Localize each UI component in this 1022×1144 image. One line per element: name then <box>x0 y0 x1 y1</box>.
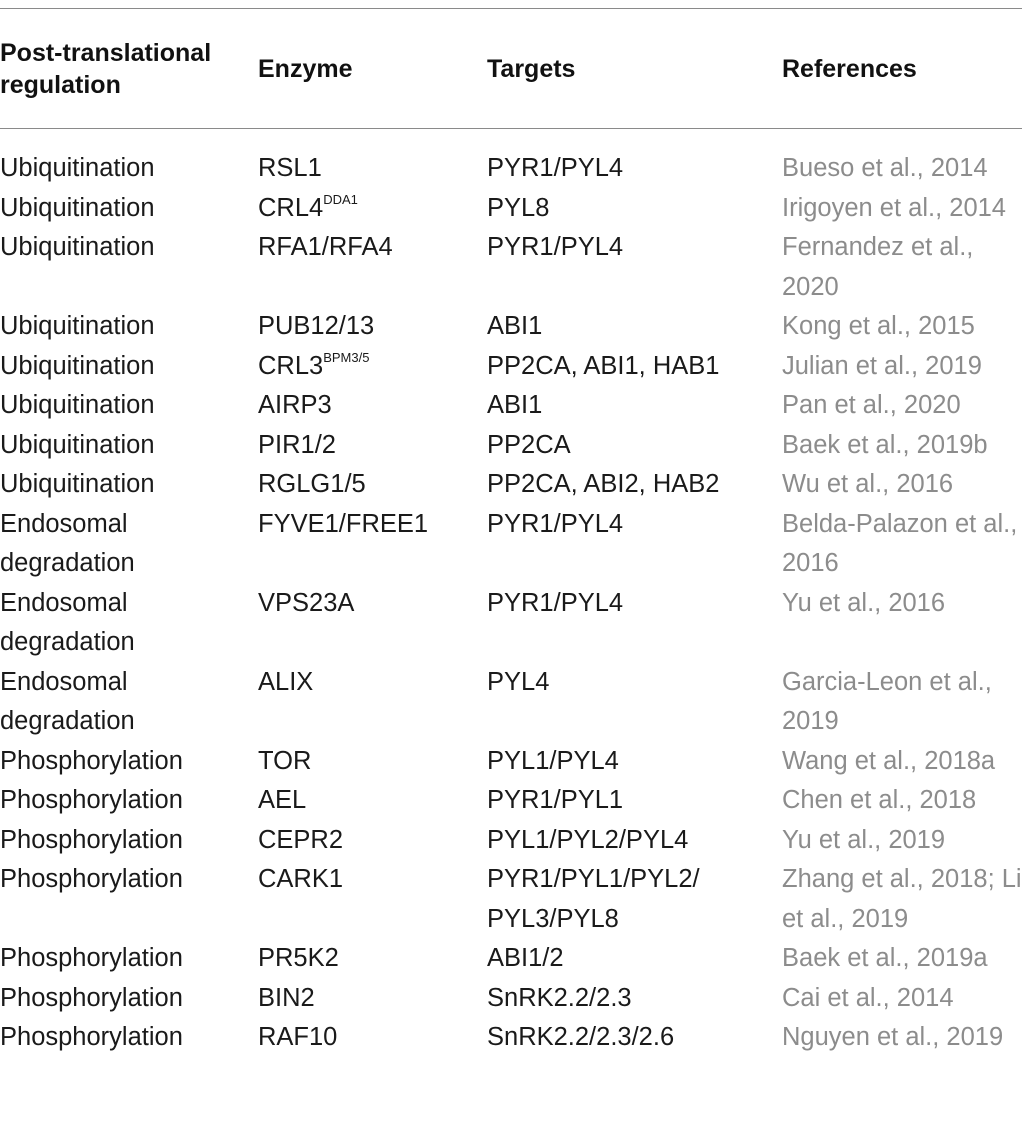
cell-regulation: Ubiquitination <box>0 312 155 340</box>
table-row <box>0 386 1022 426</box>
enzyme-name: ALIX <box>258 667 314 696</box>
cell-reference: Cai et al., 2014 <box>782 983 954 1012</box>
cell-reference: Julian et al., 2019 <box>782 351 982 380</box>
table-row <box>0 347 1022 387</box>
enzyme-name: RGLG1/5 <box>258 470 366 498</box>
cell-reference: Bueso et al., 2014 <box>782 154 988 182</box>
cell-reference: Yu et al., 2016 <box>782 588 946 617</box>
cell-reference: Wu et al., 2016 <box>782 470 954 498</box>
cell-regulation: Phosphorylation <box>0 825 183 854</box>
cell-regulation: Phosphorylation <box>0 746 183 775</box>
cell-targets: PYR1/PYL4 <box>487 233 624 261</box>
cell-targets: PYL8 <box>487 193 550 222</box>
table-row <box>0 307 1022 347</box>
enzyme-name: CEPR2 <box>258 825 344 854</box>
cell-targets: PYR1/PYL1 <box>487 786 624 814</box>
cell-regulation: Phosphorylation <box>0 865 183 893</box>
enzyme-name: VPS23A <box>258 588 355 617</box>
cell-regulation: Ubiquitination <box>0 351 155 380</box>
cell-enzyme <box>258 465 487 505</box>
table-row <box>0 584 1022 663</box>
enzyme-name: PIR1/2 <box>258 430 336 459</box>
enzyme-name: PUB12/13 <box>258 312 375 340</box>
cell-reference: Zhang et al., 2018; Li et al., 2019 <box>782 865 1022 933</box>
cell-regulation: Phosphorylation <box>0 944 183 972</box>
regulation-table <box>0 10 1022 1058</box>
cell-targets: PYR1/PYL1/PYL2/ PYL3/PYL8 <box>487 865 700 933</box>
cell-regulation: Endosomal degradation <box>0 509 135 577</box>
cell-enzyme <box>258 426 487 466</box>
enzyme-name: PR5K2 <box>258 944 339 972</box>
cell-enzyme <box>258 663 487 742</box>
cell-targets: PYL4 <box>487 667 550 696</box>
table-row <box>0 939 1022 979</box>
cell-regulation: Ubiquitination <box>0 154 155 182</box>
table-body <box>0 128 1022 1058</box>
cell-targets: PYR1/PYL4 <box>487 588 624 617</box>
cell-regulation: Phosphorylation <box>0 983 183 1012</box>
enzyme-name: AIRP3 <box>258 391 332 419</box>
cell-reference: Belda-Palazon et al., 2016 <box>782 509 1018 577</box>
cell-enzyme <box>258 979 487 1019</box>
header-references: References <box>782 55 917 83</box>
enzyme-superscript: DDA1 <box>323 191 358 207</box>
cell-reference: Chen et al., 2018 <box>782 786 977 814</box>
enzyme-name: BIN2 <box>258 983 315 1012</box>
table-header <box>0 10 1022 128</box>
cell-regulation: Phosphorylation <box>0 1023 183 1051</box>
cell-regulation: Endosomal degradation <box>0 588 135 656</box>
cell-reference: Kong et al., 2015 <box>782 312 975 340</box>
cell-targets: SnRK2.2/2.3 <box>487 983 632 1012</box>
enzyme-name: CARK1 <box>258 865 344 893</box>
table-row <box>0 742 1022 782</box>
cell-reference: Pan et al., 2020 <box>782 391 961 419</box>
cell-targets: PYR1/PYL4 <box>487 509 624 538</box>
cell-enzyme <box>258 939 487 979</box>
enzyme-name: TOR <box>258 746 312 775</box>
top-rule <box>0 8 1022 9</box>
enzyme-name: AEL <box>258 786 307 814</box>
table-row <box>0 228 1022 307</box>
cell-reference: Fernandez et al., 2020 <box>782 233 974 301</box>
table-row <box>0 189 1022 229</box>
table-row <box>0 860 1022 939</box>
cell-enzyme <box>258 781 487 821</box>
cell-enzyme <box>258 505 487 584</box>
enzyme-name: RSL1 <box>258 154 322 182</box>
cell-enzyme <box>258 821 487 861</box>
cell-regulation: Phosphorylation <box>0 786 183 814</box>
cell-reference: Garcia-Leon et al., 2019 <box>782 667 992 735</box>
cell-targets: PYL1/PYL2/PYL4 <box>487 825 689 854</box>
table-row <box>0 781 1022 821</box>
cell-enzyme <box>258 347 487 387</box>
enzyme-name: RFA1/RFA4 <box>258 233 393 261</box>
cell-regulation: Ubiquitination <box>0 391 155 419</box>
header-regulation: Post-translational regulation <box>0 39 212 99</box>
cell-targets: PYL1/PYL4 <box>487 746 619 775</box>
table-row <box>0 979 1022 1019</box>
cell-reference: Yu et al., 2019 <box>782 825 946 854</box>
cell-enzyme <box>258 189 487 229</box>
cell-enzyme <box>258 742 487 782</box>
table-row <box>0 821 1022 861</box>
enzyme-name: CRL3 <box>258 351 324 380</box>
cell-enzyme <box>258 307 487 347</box>
enzyme-name: FYVE1/FREE1 <box>258 509 429 538</box>
cell-enzyme <box>258 860 487 939</box>
table-row <box>0 663 1022 742</box>
header-targets: Targets <box>487 55 576 83</box>
table-row <box>0 465 1022 505</box>
enzyme-name: RAF10 <box>258 1023 338 1051</box>
cell-targets: PYR1/PYL4 <box>487 154 624 182</box>
table-row <box>0 505 1022 584</box>
cell-reference: Irigoyen et al., 2014 <box>782 193 1006 222</box>
enzyme-name: CRL4 <box>258 193 324 222</box>
cell-targets: PP2CA, ABI1, HAB1 <box>487 351 720 380</box>
cell-enzyme <box>258 1018 487 1058</box>
cell-enzyme <box>258 386 487 426</box>
cell-targets: ABI1 <box>487 312 543 340</box>
header-row <box>0 10 1022 128</box>
cell-targets: SnRK2.2/2.3/2.6 <box>487 1023 675 1051</box>
enzyme-superscript: BPM3/5 <box>323 349 370 365</box>
cell-reference: Nguyen et al., 2019 <box>782 1023 1004 1051</box>
cell-enzyme <box>258 584 487 663</box>
cell-targets: ABI1/2 <box>487 944 564 972</box>
cell-regulation: Ubiquitination <box>0 470 155 498</box>
cell-targets: PP2CA, ABI2, HAB2 <box>487 470 720 498</box>
cell-targets: PP2CA <box>487 430 571 459</box>
cell-enzyme <box>258 128 487 189</box>
cell-regulation: Ubiquitination <box>0 430 155 459</box>
cell-regulation: Ubiquitination <box>0 233 155 261</box>
cell-reference: Baek et al., 2019a <box>782 944 988 972</box>
table-row <box>0 1018 1022 1058</box>
cell-regulation: Endosomal degradation <box>0 667 135 735</box>
cell-reference: Baek et al., 2019b <box>782 430 988 459</box>
table-row <box>0 128 1022 189</box>
cell-targets: ABI1 <box>487 391 543 419</box>
cell-reference: Wang et al., 2018a <box>782 746 996 775</box>
header-enzyme: Enzyme <box>258 55 353 83</box>
table-row <box>0 426 1022 466</box>
cell-enzyme <box>258 228 487 307</box>
cell-regulation: Ubiquitination <box>0 193 155 222</box>
